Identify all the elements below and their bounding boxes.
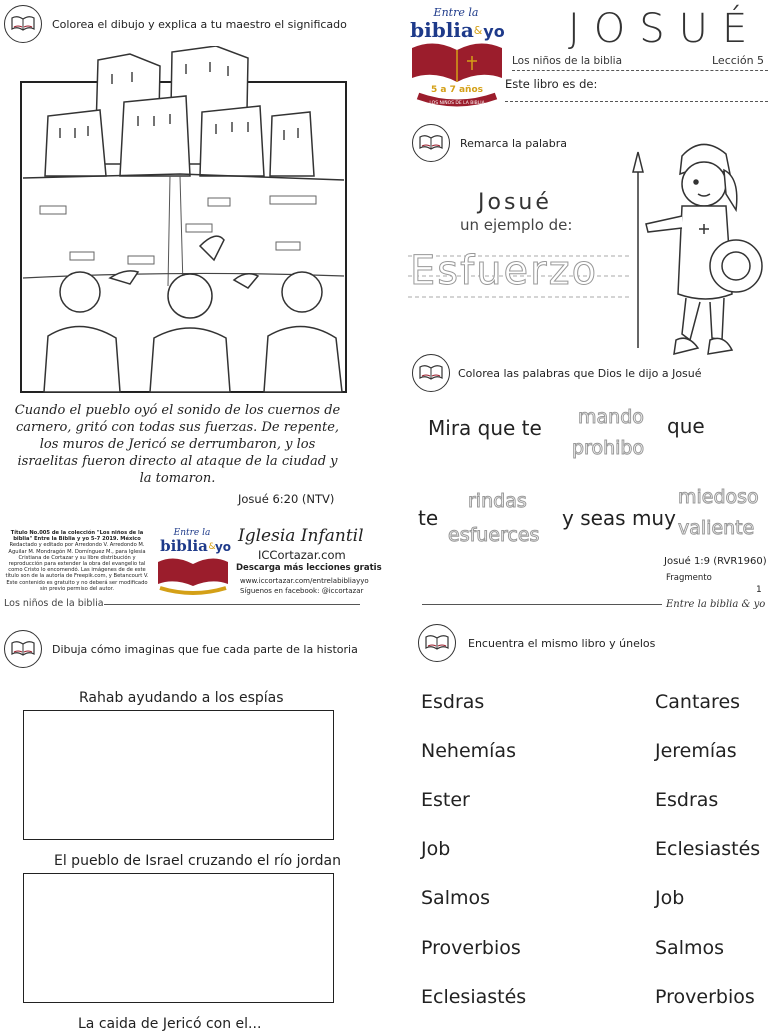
line2-start: te [418,506,439,530]
logo-ages: 5 a 7 años [430,85,484,95]
box2-title: El pueblo de Israel cruzando el río jordan [54,853,341,869]
church-facebook[interactable]: Síguenos en facebook: @iccortazar [240,587,364,595]
logo-ribbon: LOS NIÑOS DE LA BIBLIA [429,101,485,106]
left-book-item[interactable]: Job [421,838,451,860]
right-book-item[interactable]: Job [655,887,685,909]
right-book-item[interactable]: Jeremías [655,740,737,762]
line2-middle: y seas muy [562,506,676,530]
church-name: Iglesia Infantil [238,526,364,546]
logo-amp: & [473,24,483,37]
left-book-item[interactable]: Proverbios [421,937,521,959]
line1-end: que [667,414,705,438]
open-book-icon [412,124,450,162]
brand-logo [408,4,506,110]
box1-title: Rahab ayudando a los espías [79,690,284,706]
left-book-item[interactable]: Esdras [421,691,485,713]
option-esfuerces[interactable]: esfuerces [448,524,540,546]
header-dash-1 [512,70,768,71]
church-site: ICCortazar.com [258,548,346,562]
left-book-item[interactable]: Salmos [421,887,491,909]
open-book-icon [412,354,450,392]
left-book-item[interactable]: Eclesiastés [421,986,527,1008]
credits-body: Redactado y editado por Arredondo V. Arredondo M. Aguilar M. Mondragón M. Domínguez M., para Iglesia Cristiana de Cortazar y su libre distribución y reproducción para extender la obra del evangelio tal como Cristo lo encomendó. Las imágenes de de este título son de la autoría de Freepik.com, y Betancourt V. [5,542,149,580]
svg-text:&: & [208,542,216,552]
verse-reference: Josué 1:9 (RVR1960) [664,556,767,567]
right-book-item[interactable]: Salmos [655,937,725,959]
lesson-subtitle: Los niños de la biblia [512,55,623,67]
open-book-icon [4,630,42,668]
word-name: Josué [478,190,552,215]
owner-line[interactable] [505,101,768,102]
word-example: un ejemplo de: [460,216,573,234]
box3-title: La caida de Jericó con el... [78,1016,262,1032]
line1-start: Mira que te [428,416,542,440]
trace-word[interactable]: Esfuerzo [410,248,599,294]
logo-line2: biblia [410,18,474,42]
right-book-item[interactable]: Esdras [655,789,719,811]
option-valiente[interactable]: valiente [678,517,755,539]
svg-text:Entre la: Entre la [173,528,211,538]
joshua-illustration [626,134,768,368]
church-url[interactable]: www.iccortazar.com/entrelabibliayyo [240,577,369,585]
svg-text:biblia: biblia [160,537,208,555]
footer-right-rule [422,604,662,605]
trace-instruction: Remarca la palabra [460,137,567,150]
option-mando[interactable]: mando [578,406,644,428]
credits-note: Este contenido es gratuito y no deberá ser modificado sin previo permiso del autor. [6,579,148,592]
open-book-icon [4,5,42,43]
right-book-item[interactable]: Proverbios [655,986,755,1008]
option-miedoso[interactable]: miedoso [678,486,759,508]
story-text: Cuando el pueblo oyó el sonido de los cuernos de carnero, gritó con todas sus fuerzas. De repente, los muros de Jericó se derrumbaron, y los israelitas fueron directo al ataque de la ciudad y la tomaron. [14,403,341,486]
footer-left-label: Los niños de la biblia [4,598,104,609]
footer-right-label: Entre la biblia & yo [666,599,766,610]
lesson-title: JOSUÉ [568,6,762,52]
jericho-illustration [20,46,347,394]
right-book-item[interactable]: Eclesiastés [655,838,761,860]
right-book-item[interactable]: Cantares [655,691,741,713]
draw-instruction: Dibuja cómo imaginas que fue cada parte de la historia [52,643,358,656]
lesson-number: Lección 5 [712,54,765,67]
fragment-label: Fragmento [666,573,712,583]
brand-logo-small [154,524,232,600]
match-instruction: Encuentra el mismo libro y únelos [468,637,656,650]
owner-label: Este libro es de: [505,77,598,91]
svg-text:yo: yo [214,540,232,554]
open-book-icon [418,624,456,662]
left-book-item[interactable]: Nehemías [421,740,516,762]
option-prohibo[interactable]: prohibo [572,437,645,459]
drawing-box-1[interactable] [23,710,334,840]
story-reference: Josué 6:20 (NTV) [238,492,335,506]
logo-line3: yo [483,22,505,41]
left-book-item[interactable]: Ester [421,789,470,811]
drawing-box-2[interactable] [23,873,334,1003]
option-rindas[interactable]: rindas [468,490,527,512]
church-more: Descarga más lecciones gratis [236,563,382,573]
logo-line1: Entre la [433,6,479,19]
footer-left-rule [104,604,360,605]
page-number: 1 [756,585,762,595]
coloring-instruction: Colorea el dibujo y explica a tu maestro el significado [52,18,347,31]
credits-block [4,530,150,592]
credits-title: Título No.005 de la colección "Los niños de la biblia" Entre la Biblia y yo 5-7 2019. México [10,530,144,543]
color-words-instruction: Colorea las palabras que Dios le dijo a Josué [458,367,702,380]
